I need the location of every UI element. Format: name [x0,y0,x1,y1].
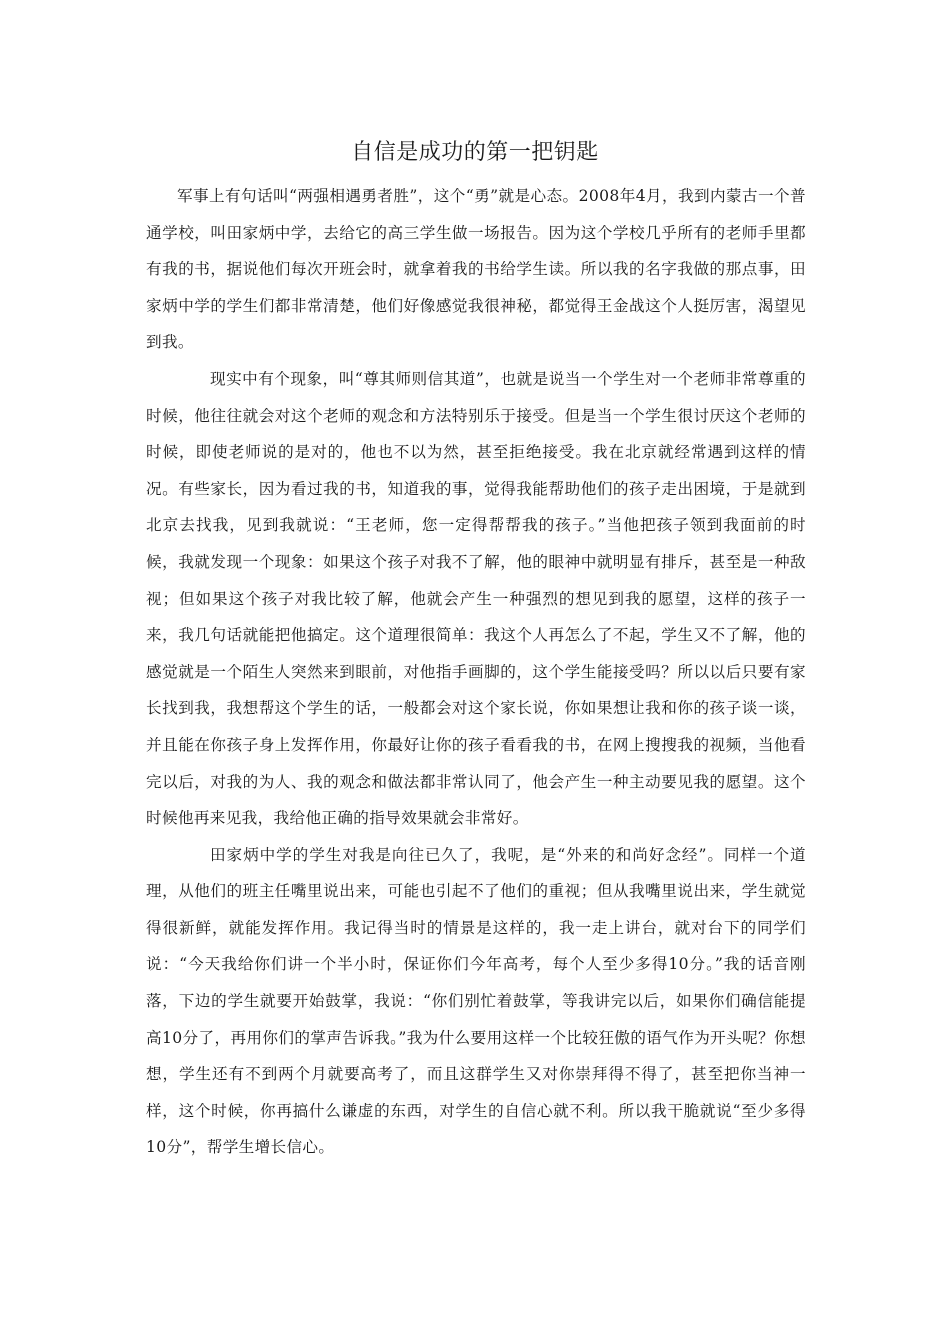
paragraph-1: 军事上有句话叫“两强相遇勇者胜”，这个“勇”就是心态。2008年4月，我到内蒙古一个普通学校，叫田家炳中学，去给它的高三学生做一场报告。因为这个学校几乎所有的老师手里都有我的书，据说他们每次开班会时，就拿着我的书给学生读。所以我的名字我做的那点事，田家炳中学的学生们都非常清楚，他们好像感觉我很神秘，都觉得王金战这个人挺厉害，渴望见到我。 [146,187,806,352]
document-title: 自信是成功的第一把钥匙 [351,140,599,165]
paragraph-2: 现实中有个现象，叫“尊其师则信其道”，也就是说当一个学生对一个老师非常尊重的时候，他往往就会对这个老师的观念和方法特别乐于接受。但是当一个学生很讨厌这个老师的时候，即使老师说的是对的，他也不以为然，甚至拒绝接受。我在北京就经常遇到这样的情况。有些家长，因为看过我的书，知道我的事，觉得我能帮助他们的孩子走出困境，于是就到北京去找我，见到我就说：“王老师，您一定得帮帮我的孩子。”当他把孩子领到我面前的时候，我就发现一个现象：如果这个孩子对我不了解，他的眼神中就明显有排斥，甚至是一种敌视；但如果这个孩子对我比较了解，他就会产生一种强烈的想见到我的愿望，这样的孩子一来，我几句话就能把他搞定。这个道理很简单：我这个人再怎么了不起，学生又不了解，他的感觉就是一个陌生人突然来到眼前，对他指手画脚的，这个学生能接受吗？所以以后只要有家长找到我，我想帮这个学生的话，一般都会对这个家长说，你如果想让我和你的孩子谈一谈，并且能在你孩子身上发挥作用，你最好让你的孩子看看我的书，在网上搜搜我的视频，当他看完以后，对我的为人、我的观念和做法都非常认同了，他会产生一种主动要见我的愿望。这个时候他再来见我，我给他正确的指导效果就会非常好。 [146,369,806,828]
paragraph-3: 田家炳中学的学生对我是向往已久了，我呢，是“外来的和尚好念经”。同样一个道理，从他们的班主任嘴里说出来，可能也引起不了他们的重视；但从我嘴里说出来，学生就觉得很新鲜，就能发挥作用。我记得当时的情景是这样的，我一走上讲台，就对台下的同学们说：“今天我给你们讲一个半小时，保证你们今年高考，每个人至少多得10分。”我的话音刚落，下边的学生就要开始鼓掌，我说：“你们别忙着鼓掌，等我讲完以后，如果你们确信能提高10分了，再用你们的掌声告诉我。”我为什么要用这样一个比较狂傲的语气作为开头呢？你想想，学生还有不到两个月就要高考了，而且这群学生又对你崇拜得不得了，甚至把你当神一样，这个时候，你再搞什么谦虚的东西，对学生的自信心就不利。所以我干脆就说“至少多得10分”，帮学生增长信心。 [146,845,806,1157]
document-body [146,178,806,1166]
